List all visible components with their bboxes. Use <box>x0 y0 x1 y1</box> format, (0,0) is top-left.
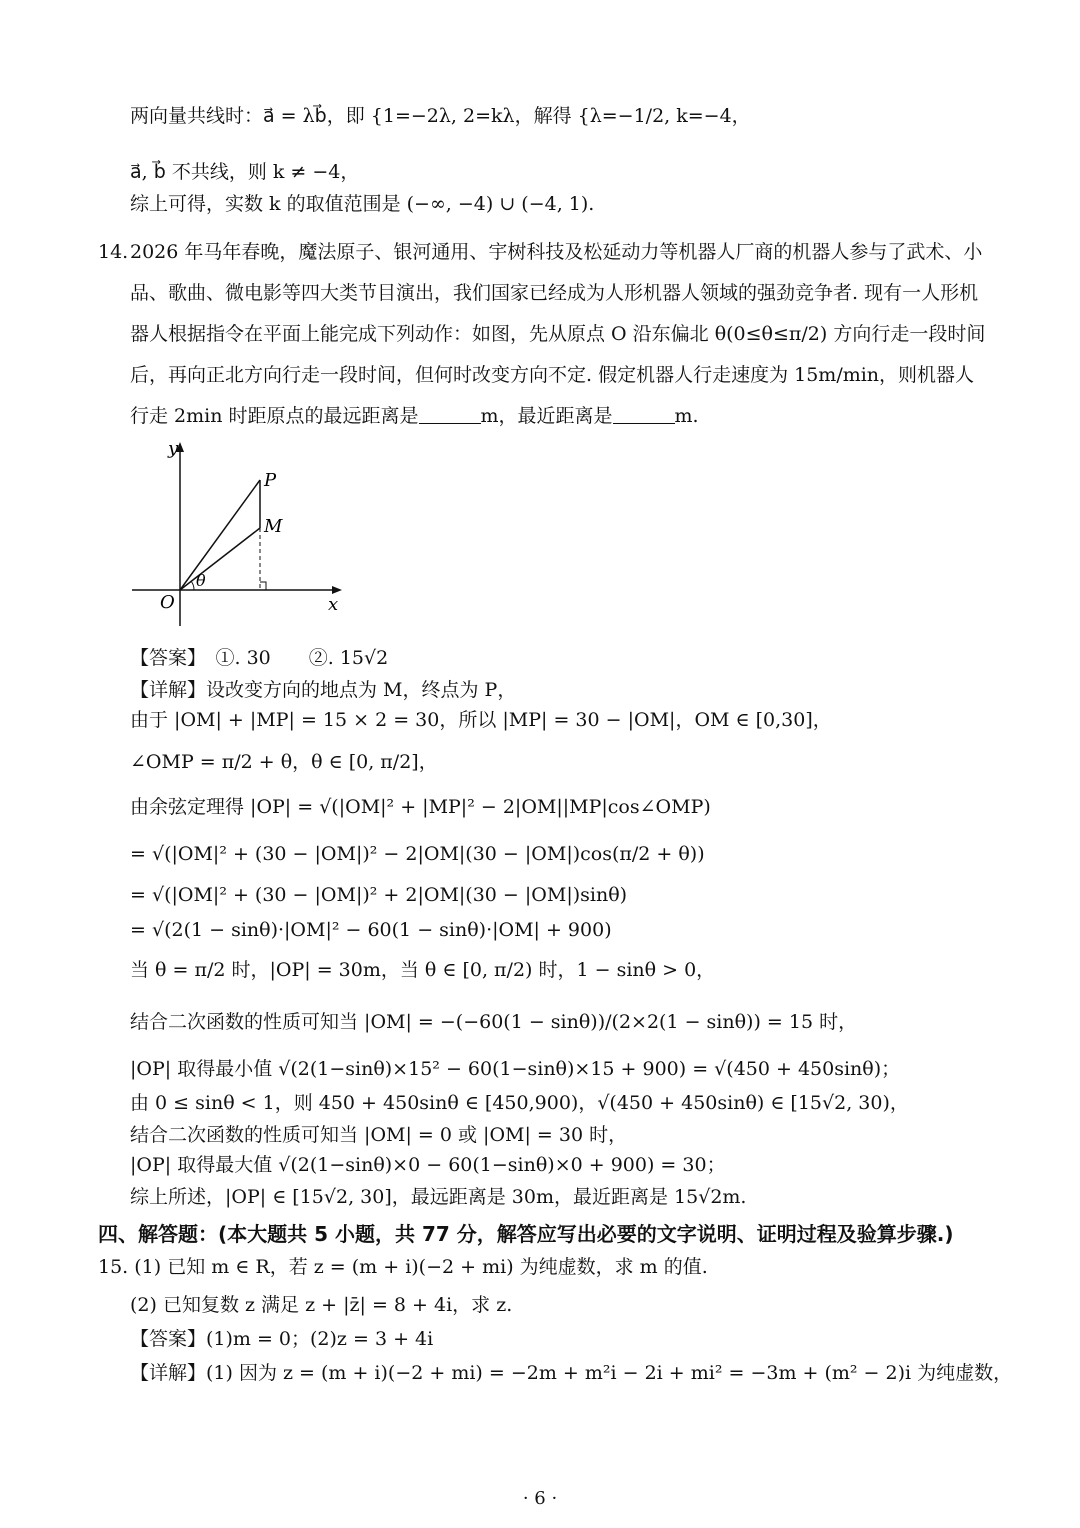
detail-line-3: ∠OMP = π/2 + θ，θ ∈ [0, π/2]， <box>130 751 438 773</box>
detail-line-6: = √(|OM|² + (30 − |OM|)² + 2|OM|(30 − |OM|)sinθ) <box>130 884 628 906</box>
question-15-part-1: 15. (1) 已知 m ∈ R，若 z = (m + i)(−2 + mi) 为纯虚数，求 m 的值. <box>98 1256 708 1278</box>
question-15-answer: 【答案】(1)m = 0；(2)z = 3 + 4i <box>130 1328 434 1350</box>
segment-OP <box>180 480 260 590</box>
question-14-text-mid: m，最近距离是 <box>480 405 613 427</box>
question-15-detail: 【详解】(1) 因为 z = (m + i)(−2 + mi) = −2m + m²i − 2i + mi² = −3m + (m² − 2)i 为纯虚数， <box>130 1362 1013 1384</box>
x-label: x <box>328 594 339 615</box>
detail-line-4: 由余弦定理得 |OP| = √(|OM|² + |MP|² − 2|OM||MP|cos∠OMP) <box>130 796 711 818</box>
prev-solution-line-2: a⃗, b⃗ 不共线，则 k ≠ −4， <box>130 161 360 183</box>
question-14-number: 14. <box>98 241 129 263</box>
prev-solution-line-1: 两向量共线时：a⃗ = λb⃗，即 {1=−2λ, 2=kλ，解得 {λ=−1/2, k=−4， <box>130 105 751 127</box>
theta-label: θ <box>196 571 206 590</box>
question-15-part-2: (2) 已知复数 z 满足 z + |z̄| = 8 + 4i，求 z. <box>130 1294 513 1316</box>
origin-label: O <box>160 592 175 613</box>
question-14-text: 2026 年马年春晚，魔法原子、银河通用、宇树科技及松延动力等机器人厂商的机器人参与了武术、小品、歌曲、微电影等四大类节目演出，我们国家已经成为人形机器人领域的强劲竞争者. 现有一人形机器人根据指令在平面上能完成下列动作：如图，先从原点 O 沿东偏北 θ(0≤θ≤π/2) 方向行走一段时间后，再向正北方向行走一段时间，但何时改变方向不定. 假定机器人行走速度为 15m/min，则机器人行走 2min 时距原点的最远距离是 <box>130 241 986 427</box>
section-4-title: 四、解答题：(本大题共 5 小题，共 77 分，解答应写出必要的文字说明、证明过程及验算步骤.) <box>98 1222 954 1246</box>
x-axis-arrow-icon <box>332 586 342 594</box>
detail-line-2: 由于 |OM| + |MP| = 15 × 2 = 30，所以 |MP| = 30 − |OM|，OM ∈ [0,30]， <box>130 709 832 731</box>
robot-path-figure <box>120 436 360 636</box>
point-P-label: P <box>264 470 277 491</box>
answer-blank-1 <box>419 405 481 424</box>
detail-line-5: = √(|OM|² + (30 − |OM|)² − 2|OM|(30 − |OM|)cos(π/2 + θ)) <box>130 843 705 865</box>
answer-blank-2 <box>613 405 675 424</box>
question-14-text-end: m. <box>674 405 699 427</box>
segment-OM <box>180 528 260 590</box>
prev-solution-line-3: 综上可得，实数 k 的取值范围是 (−∞, −4) ∪ (−4, 1). <box>130 193 595 215</box>
detail-line-12: 结合二次函数的性质可知当 |OM| = 0 或 |OM| = 30 时， <box>130 1124 628 1146</box>
detail-line-10: |OP| 取得最小值 √(2(1−sinθ)×15² − 60(1−sinθ)×15 + 900) = √(450 + 450sinθ)； <box>130 1058 901 1080</box>
y-label: y <box>168 438 179 459</box>
detail-line-13: |OP| 取得最大值 √(2(1−sinθ)×0 − 60(1−sinθ)×0 + 900) = 30； <box>130 1154 726 1176</box>
right-angle-mark <box>260 582 266 590</box>
question-14 <box>98 232 990 437</box>
detail-line-7: = √(2(1 − sinθ)·|OM|² − 60(1 − sinθ)·|OM| + 900) <box>130 919 612 941</box>
point-M-label: M <box>264 516 283 537</box>
theta-arc <box>191 581 194 590</box>
detail-line-9: 结合二次函数的性质可知当 |OM| = −(−60(1 − sinθ))/(2×2(1 − sinθ)) = 15 时， <box>130 1011 858 1033</box>
page-number: · 6 · <box>522 1488 558 1509</box>
detail-line-14: 综上所述，|OP| ∈ [15√2, 30]，最远距离是 30m，最近距离是 15√2m. <box>130 1186 747 1208</box>
question-14-answer: 【答案】 ①. 30 ②. 15√2 <box>130 647 389 669</box>
detail-line-1: 【详解】设改变方向的地点为 M，终点为 P， <box>130 679 517 701</box>
detail-line-8: 当 θ = π/2 时，|OP| = 30m，当 θ ∈ [0, π/2) 时，1 − sinθ > 0， <box>130 959 716 981</box>
detail-line-11: 由 0 ≤ sinθ < 1，则 450 + 450sinθ ∈ [450,900)，√(450 + 450sinθ) ∈ [15√2, 30)， <box>130 1092 909 1114</box>
